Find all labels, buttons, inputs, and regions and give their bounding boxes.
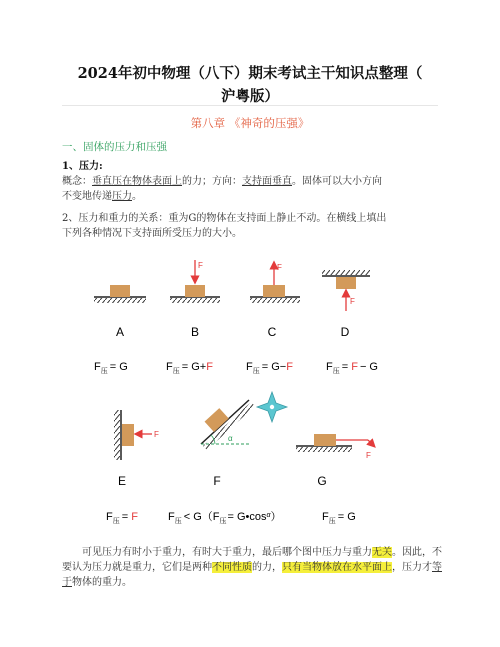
- formula-d: [326, 361, 378, 375]
- block: [314, 434, 336, 446]
- formula-sub: 压: [100, 368, 108, 375]
- formula-row-1: [94, 361, 378, 375]
- ground-hatch: [250, 298, 300, 303]
- section-heading: 一、固体的压力和压强: [62, 141, 167, 153]
- text: 概念：: [62, 176, 92, 187]
- underlined-term: 压力: [112, 191, 132, 202]
- force-label: F: [198, 261, 203, 270]
- formula-rhs: = G−: [261, 361, 287, 373]
- conclusion-paragraph: [62, 545, 442, 590]
- relation-line-2: 下列各种情况下支持面所受压力的大小。: [62, 228, 242, 239]
- highlighted-text: 只有当物: [282, 562, 322, 573]
- text: 。固体可以大小方向: [292, 176, 382, 187]
- title-line-2: 沪粤版）: [221, 88, 279, 105]
- ground-hatch: [94, 298, 146, 303]
- highlighted-text: 不同性质: [212, 562, 252, 573]
- formula-rhs: =: [121, 511, 132, 523]
- ground-hatch: [170, 298, 220, 303]
- formula-f: F: [94, 361, 101, 373]
- pressure-heading: 1、压力:: [62, 161, 103, 172]
- formula-sub: 压: [174, 518, 182, 525]
- formula-sub: 压: [112, 518, 120, 525]
- formula-row-2: [106, 510, 356, 525]
- text: ，压力才: [392, 562, 432, 573]
- title-line-1: 2024年初中物理（八下）期末考试主干知识点整理（: [77, 65, 423, 82]
- highlighted-text: 体放在水平面上: [322, 562, 392, 573]
- formula-sub: 压: [172, 368, 180, 375]
- force-arrow: [368, 440, 374, 446]
- formula-f-case: [168, 510, 282, 525]
- formula-e: [106, 511, 138, 525]
- case-label: A: [115, 325, 125, 339]
- formula-rhs-end: − G: [359, 361, 378, 373]
- formula-red: F: [286, 361, 293, 373]
- formula-rhs: = G: [337, 511, 356, 523]
- text: 。: [132, 191, 142, 202]
- formula-f: F: [246, 361, 253, 373]
- case-f-diagram: [201, 400, 255, 488]
- text: 的力，: [252, 562, 282, 573]
- formula-rhs: = G: [109, 361, 128, 373]
- angle-label: α: [228, 434, 233, 443]
- case-label: E: [117, 474, 127, 488]
- highlighted-text: 无: [372, 547, 382, 558]
- formula-rhs: < G（F: [183, 511, 220, 523]
- case-d-diagram: [322, 270, 370, 339]
- formula-red: F: [351, 361, 358, 373]
- ground-hatch: [296, 447, 352, 452]
- formula-sub: 压: [332, 368, 340, 375]
- formula-red: F: [131, 511, 138, 523]
- case-label: B: [190, 325, 200, 339]
- formula-f: F: [322, 511, 329, 523]
- highlighted-text: 关: [382, 547, 392, 558]
- formula-sub: 压: [252, 368, 260, 375]
- text: 物体的重力。: [72, 577, 132, 588]
- formula-f: F: [166, 361, 173, 373]
- underlined-term: 支持面垂直: [242, 176, 292, 187]
- formula-a: [94, 361, 128, 375]
- relation-line-1: 2、压力和重力的关系：重为G的物体在支持面上静止不动。在横线上填出: [62, 213, 387, 224]
- formula-rhs: = G+: [181, 361, 207, 373]
- text: 可见压力有时小于重力，有时大于重力，最后哪个图中压力与重力: [82, 547, 372, 558]
- block: [110, 285, 130, 297]
- formula-close: ）: [270, 511, 282, 523]
- formula-sub: 压: [328, 518, 336, 525]
- formula-rhs-end: = G•cos: [227, 511, 267, 523]
- formula-f: F: [168, 511, 175, 523]
- formula-alpha: α: [266, 512, 271, 519]
- force-label: F: [350, 297, 355, 306]
- case-label: F: [213, 474, 221, 488]
- case-g-diagram: [296, 434, 374, 488]
- underlined-term: 等于: [62, 562, 442, 588]
- force-label: F: [366, 451, 371, 460]
- formula-g: [322, 511, 356, 525]
- wall-hatch: [114, 410, 120, 460]
- case-c-diagram: [250, 263, 300, 339]
- formula-f: F: [326, 361, 333, 373]
- text: 不变地传递: [62, 191, 112, 202]
- block: [122, 424, 134, 446]
- formula-b: [166, 361, 213, 375]
- force-label: F: [154, 430, 159, 439]
- formula-c: [246, 361, 293, 375]
- case-label: D: [340, 325, 350, 339]
- case-label: C: [267, 325, 277, 339]
- formula-red: F: [206, 361, 213, 373]
- force-label: F: [277, 263, 282, 272]
- block: [263, 285, 285, 297]
- block: [336, 277, 356, 289]
- case-label: G: [317, 474, 327, 488]
- text: 。因此，不要认为压力就是重力，它们是两种: [62, 547, 442, 573]
- block: [185, 285, 205, 297]
- case-e-diagram: [114, 410, 159, 488]
- formula-sub: 压: [219, 518, 227, 525]
- underlined-term: 垂直压在物体表面上: [92, 176, 182, 187]
- chapter-heading: 第八章 《神奇的压强》: [190, 116, 310, 130]
- formula-f: F: [106, 511, 113, 523]
- ceiling-hatch: [322, 270, 370, 275]
- compass-star-icon: [257, 392, 287, 422]
- formula-rhs: =: [341, 361, 352, 373]
- case-b-diagram: [170, 260, 220, 339]
- text: 的力；方向：: [182, 176, 242, 187]
- case-a-diagram: [94, 285, 146, 339]
